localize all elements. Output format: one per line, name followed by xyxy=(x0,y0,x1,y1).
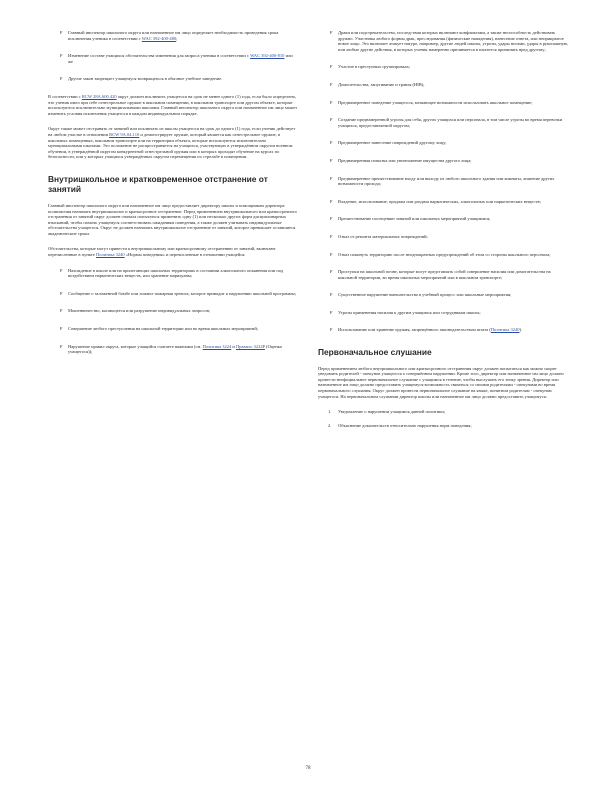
bullet-marker: F xyxy=(330,198,333,204)
list-item-text: Отказ от ремонта материальных повреждений; xyxy=(338,233,428,239)
left-column xyxy=(48,30,298,367)
bullet-marker: F xyxy=(330,30,333,35)
bullet-marker: F xyxy=(330,175,333,181)
list-item-text: Нахождение в школе или на прилегающих школьных территориях в состоянии алкогольного опьянения или под воздействием наркотических веществ, или хранение марихуаны; xyxy=(68,267,284,279)
bullet-marker: F xyxy=(60,76,63,82)
list-item-text: Проступки на школьной почве, которые могут представлять собой совершение насилия или домогательства на школьной территории, во время школьных мероприятий или в школьном транспорте; xyxy=(338,269,551,280)
list-item-text: Сообщение о заложенной бомбе или ложное пожарная тревога, которое приводит к нарушению школьной программы; xyxy=(68,290,296,296)
list-item xyxy=(318,269,570,280)
list-item xyxy=(318,234,570,240)
list-item-text: (Оценка учащегося)); xyxy=(68,343,282,355)
paragraph: Перед применением любого внутришкольного или краткосрочного отстранения округ должен попытаться как можно скорее уведомить родителей - опекунов учащегося о совершённом нарушении. Кроме того, директор или назначенное им лицо должно провести неофициальное первоначальное слушание с учащимся в течение, чтобы выслушать его точку зрения. Директор или назначенное им лицо должно предоставить учащемуся возможность связаться со своими родителями - опекунами во время первоначального слушания. Округ должен провести первоначальное слушание на языке, понятном родителям - опекунам учащегося. На первоначальном слушании директор школы или назначенное им лицо должно предоставить учащемуся: xyxy=(318,365,564,399)
list-item-text: Отказ покинуть территорию после неоднократных предупреждений об этом со стороны школьного персонала; xyxy=(338,251,551,257)
bullet-marker: F xyxy=(330,327,333,333)
list-item xyxy=(318,327,570,333)
numbered-item-text: Объяснение доказательств относительно нарушения норм поведения; xyxy=(338,422,472,428)
bullet-marker: F xyxy=(330,309,333,315)
bullet-marker: F xyxy=(60,290,63,296)
list-item xyxy=(318,82,570,88)
list-item-text: и xyxy=(231,343,236,349)
bullet-marker: F xyxy=(60,326,63,332)
bullet-marker: F xyxy=(330,251,333,257)
list-item-text: Существенное нарушение вмешательства в учебный процесс или школьные мероприятия; xyxy=(338,292,512,298)
list-item-suffix: ; xyxy=(176,35,178,41)
bullet-marker: F xyxy=(60,30,63,35)
list-item-text: Драки или подстрекательство, последствия которых включают конфликтами, а также неспособность действовать дружно. Участника любого формы драк, преследования (физические нападения), нанесение ответа, или неприкрытое новое лицо. Это включает атакует натуре, например, другие людей школы, угрозы, удары ногами, удары в рукопашную, или любые другие действия, в которых ученик намеренно причиняется в пытается причинять вред другому; xyxy=(338,30,569,52)
list-item-text: Создание преднамеренной угрозы для себя, других учащихся или персонала, в том числе угрозы во время перевозки учащихся, предоставляемой округом; xyxy=(338,117,563,128)
list-item-text: Нарушение правил округа, которые учащийся считаете важными (см. xyxy=(68,343,203,349)
list-item-text: Главный инспектор школьного округа или назначенное им лицо определяет необходимость проведения срока исключения ученика в соответствии с xyxy=(68,30,279,41)
bullet-marker: F xyxy=(330,157,333,163)
bullet-marker: F xyxy=(330,233,333,239)
bullet-marker: F xyxy=(330,140,333,146)
bullet-marker: F xyxy=(330,117,333,123)
right-column xyxy=(318,30,570,436)
policy-link[interactable]: Политика 3224 xyxy=(202,343,232,349)
numbered-item xyxy=(318,409,570,415)
bullet-marker: F xyxy=(330,99,333,105)
list-item xyxy=(48,268,298,279)
paragraph: Главный инспектор школьного округа или назначенное им лицо предоставляет директору школы и помощникам директора полномочия назначать внутришкольное и краткосрочное отстранение. Перед применением внутришкольного или краткосрочного отстранения от занятий округ должен сначала попытаться применить одну (1) или несколько других форм дисциплинарных взысканий, чтобы помочь учащемуся соответствовать ожиданиям поведения, а также должен учитывать индивидуальные обстоятельства учащегося. Округ не должен назначать внутришкольное отстранение от занятий, которое превышает оставшиеся академические сроки. xyxy=(48,202,297,236)
list-item-text: ). xyxy=(519,327,523,333)
list-item-text: Мошенничество, касающееся или разрушение индивидуальных запросов; xyxy=(68,308,211,314)
list-item xyxy=(318,30,570,52)
paragraph-text: Округ также может отстранять от занятий или исключать из школы учащегося на срок до одного (1) года, если ученик действует на любом участке в отношении xyxy=(48,126,296,137)
list-item-text: Преднамеренная попытка или уничтожение имущества другого лица; xyxy=(338,157,472,163)
list-item-text: Участие в преступных группировках; xyxy=(338,64,411,70)
list-item xyxy=(48,291,298,297)
paragraph xyxy=(48,94,298,116)
bullet-marker: F xyxy=(330,269,333,275)
list-item xyxy=(318,199,570,205)
rcw-link[interactable]: RCW 9A.04.110 xyxy=(109,131,140,137)
list-item xyxy=(48,308,298,314)
item-number: 2. xyxy=(328,422,332,428)
list-item-text: Преднамеренное препятствование входу или выходу из любого школьного здания или комнаты, лишение других возможности прохода; xyxy=(338,175,555,187)
list-item-text: Владение, использование, продажа или раздача наркотических, алкогольных или наркотических веществ; xyxy=(338,198,541,204)
list-item xyxy=(318,140,570,146)
list-item-text: Домогательства, запугивание и травля (HIB); xyxy=(338,81,425,87)
numbered-item-text: Уведомление о нарушении учащимся данной политики; xyxy=(338,409,446,415)
list-item-text: Другие закон запрещает учащемуся возвращаться в обычное учебное заведение. xyxy=(68,76,223,82)
policy-link[interactable]: Политика 3240 xyxy=(490,327,520,333)
bullet-marker: F xyxy=(330,81,333,87)
list-item xyxy=(318,310,570,316)
list-item xyxy=(48,53,298,64)
bullet-marker: F xyxy=(60,53,63,59)
bullet-marker: F xyxy=(60,308,63,314)
list-item-text: Преднамеренное нанесение повреждений другому лицу; xyxy=(338,140,447,146)
section-heading: Первоначальное слушание xyxy=(318,347,432,358)
list-item xyxy=(48,30,298,41)
list-item xyxy=(318,252,570,258)
list-item-text: Использование или хранение оружия, запрещённого законодательством штата ( xyxy=(338,327,491,333)
paragraph-text: «Нормы поведения» и перечисленные в отношении учащейся: xyxy=(124,252,246,258)
bullet-marker: F xyxy=(330,64,333,70)
list-item xyxy=(318,64,570,70)
list-item xyxy=(318,100,570,106)
list-item xyxy=(318,158,570,164)
list-item xyxy=(48,326,298,332)
item-number: 1. xyxy=(328,409,332,415)
bullet-marker: F xyxy=(60,267,63,273)
list-item-text: Изменение составе учащихся обстоятельства изменения для запроса ученика в соответствии с xyxy=(68,53,251,59)
bullet-marker: F xyxy=(330,216,333,222)
paragraph-text: В соответствии с xyxy=(48,93,82,99)
list-item xyxy=(318,216,570,222)
section-heading: Внутришкольное и кратковременное отстранение от занятий xyxy=(48,173,268,195)
paragraph-text: округ должен исключить учащегося на срок не менее одного (1) года, если было определено, что ученик имел при себе огнестрельное оружие в школьном помещении, в школьном транспорте или другом объекте, которые используются исключительно муниципальными школами. Главный инспектор школьного округа или назначенное им лицо может изменить условия исключения учащегося в каждом индивидуальном порядке. xyxy=(48,93,298,116)
wac-link[interactable]: WAC 392-400-810 xyxy=(250,53,285,59)
rcw-link[interactable]: RCW 28A.600.420 xyxy=(81,93,117,99)
list-item xyxy=(318,117,570,128)
list-item-text: Угрозы применения насилия к другим учащимся или сотрудникам школы; xyxy=(338,309,481,315)
paragraph-text: Обстоятельства, которые могут привести к внутришкольному или краткосрочному отстранению от занятий, включают перечисленные в пункте xyxy=(48,246,276,258)
paragraph-text: и демонстрирует оружие, который является как огнестрельное оружие, в школьных помещениях, школьном транспорте или на территории объекта, которые используются исключительно муниципальными школами. Это положение не распространяется на учащихся, участвующих в утверждённом округом военном обучении, в утверждённой округом конкурентной огнестрельной оружия или в которых проходят обучение на курсах по безопасности, или у которых учащихся утверждённых округом перемещения по стрельбе в помещении. xyxy=(48,131,293,160)
bullet-marker: F xyxy=(60,343,63,349)
list-item-text: Совершение любого преступления на школьной территории или во время школьных мероприятий; xyxy=(68,326,258,332)
list-item-text: Препятствование посещению занятий или школьных мероприятий учащимися; xyxy=(338,216,491,222)
list-item xyxy=(318,176,570,187)
list-item-suffix: или же xyxy=(68,53,293,64)
list-item xyxy=(318,292,570,298)
page-number: 78 xyxy=(305,766,311,771)
paragraph xyxy=(48,246,298,257)
procedure-link[interactable]: Правило 3224P xyxy=(235,343,265,349)
numbered-item xyxy=(318,423,570,429)
list-item-text: Преднамеренное поведение учащегося, мешающее возможности использовать школьное помещение; xyxy=(338,99,533,105)
wac-link[interactable]: WAC 392-400-480 xyxy=(141,35,177,41)
bullet-marker: F xyxy=(330,292,333,298)
list-item xyxy=(48,344,298,355)
paragraph xyxy=(48,126,298,160)
policy-link[interactable]: Политика 3240 xyxy=(95,252,125,258)
list-item xyxy=(48,76,298,82)
